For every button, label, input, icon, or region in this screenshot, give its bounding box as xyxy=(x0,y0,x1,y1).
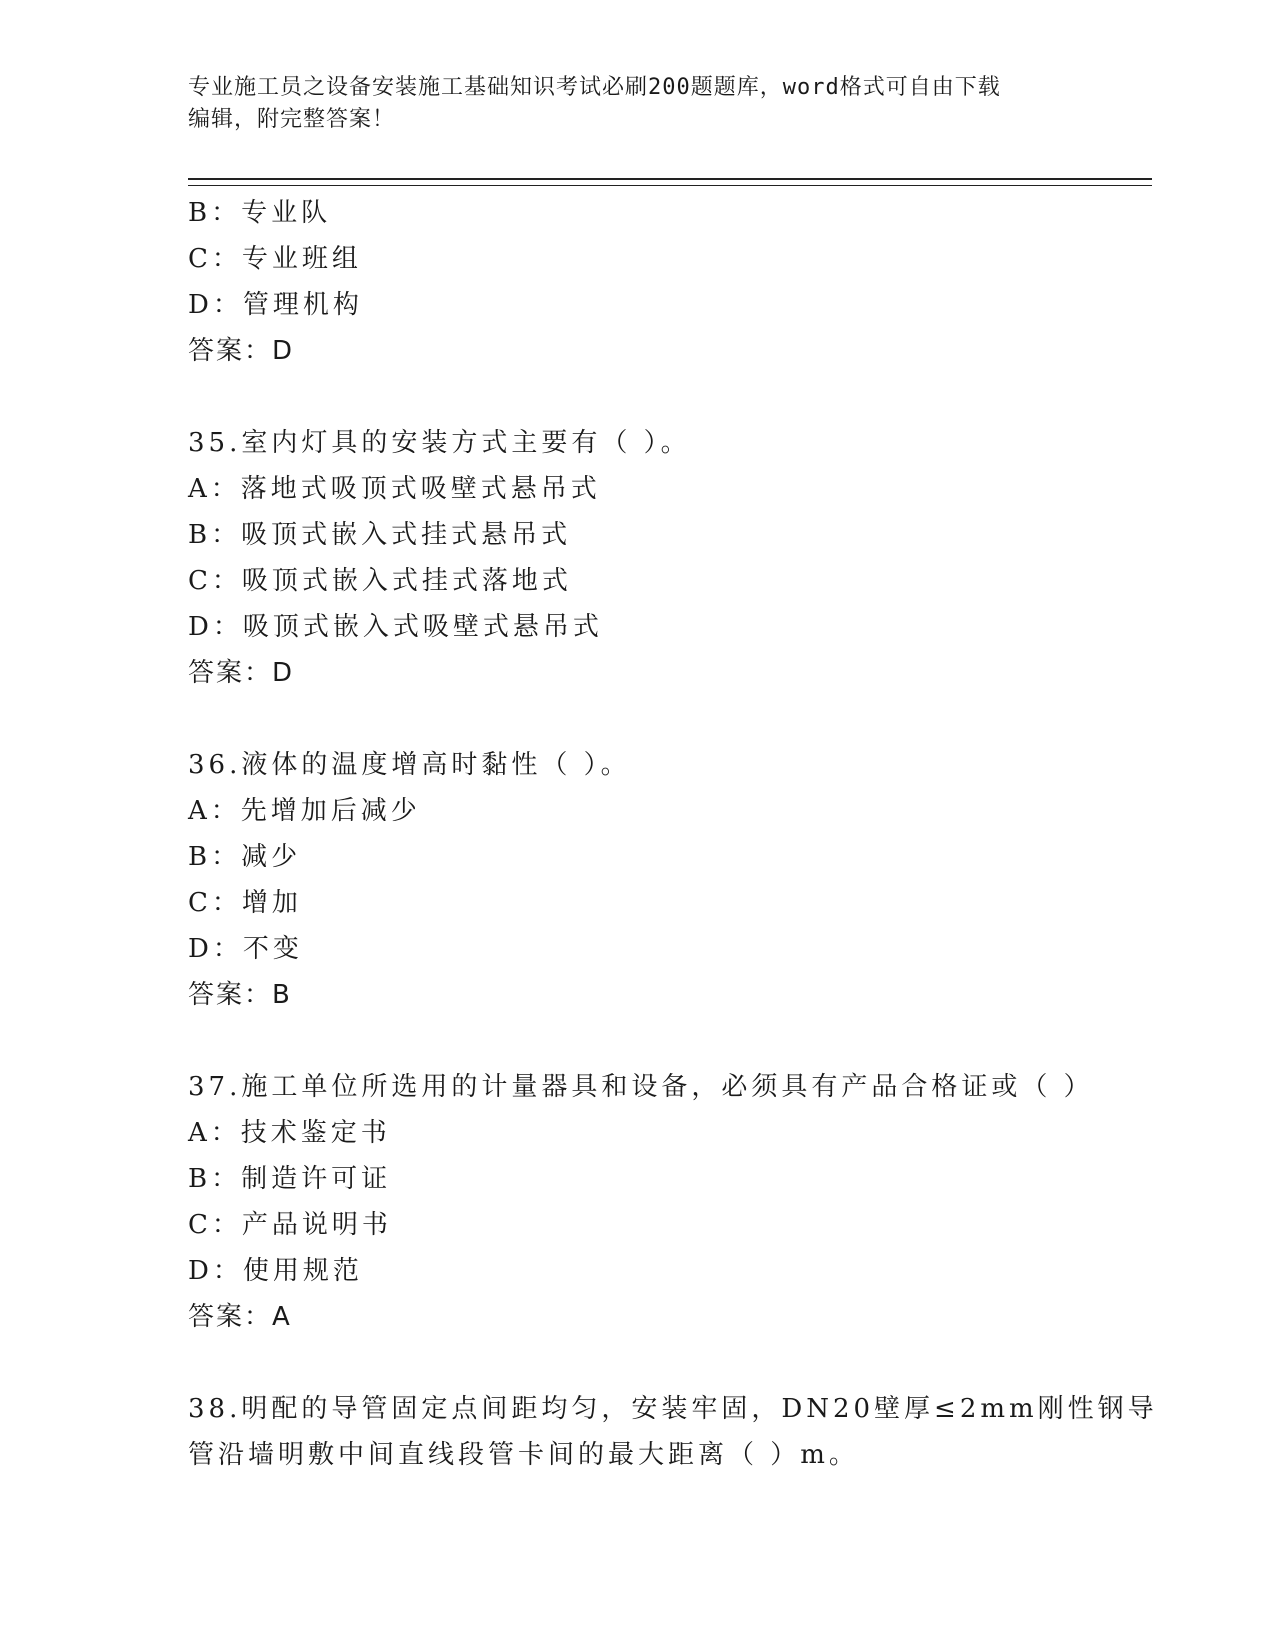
option-c: C：吸顶式嵌入式挂式落地式 xyxy=(188,566,572,596)
option-b: B：制造许可证 xyxy=(188,1164,392,1194)
option-d: D：不变 xyxy=(188,934,303,964)
answer: 答案：B xyxy=(188,980,292,1010)
header-title-line-2: 编辑，附完整答案！ xyxy=(188,107,396,132)
question-37 xyxy=(188,1064,1152,1340)
option-c: C：专业班组 xyxy=(188,244,362,274)
option-a: A：先增加后减少 xyxy=(188,796,421,826)
spacer xyxy=(188,1018,1152,1064)
question-36 xyxy=(188,742,1152,1018)
option-a: A：落地式吸顶式吸壁式悬吊式 xyxy=(188,474,601,504)
option-b: B：吸顶式嵌入式挂式悬吊式 xyxy=(188,520,572,550)
option-d: D：使用规范 xyxy=(188,1256,363,1286)
option-d: D：吸顶式嵌入式吸壁式悬吊式 xyxy=(188,612,603,642)
spacer xyxy=(188,374,1152,420)
answer: 答案：D xyxy=(188,658,295,688)
option-c: C：增加 xyxy=(188,888,302,918)
option-c: C：产品说明书 xyxy=(188,1210,392,1240)
header-divider xyxy=(188,178,1152,186)
answer: 答案：D xyxy=(188,336,295,366)
option-b: B：专业队 xyxy=(188,198,332,228)
header-title-line-1: 专业施工员之设备安装施工基础知识考试必刷200题题库，word格式可自由下载 xyxy=(188,75,1001,100)
option-d: D：管理机构 xyxy=(188,290,363,320)
question-text: 36.液体的温度增高时黏性（ ）。 xyxy=(188,750,631,780)
option-a: A：技术鉴定书 xyxy=(188,1118,391,1148)
spacer xyxy=(188,1340,1152,1386)
answer: 答案：A xyxy=(188,1302,292,1332)
document-header xyxy=(188,72,1068,136)
question-text-line-2: 管沿墙明敷中间直线段管卡间的最大距离（ ）m。 xyxy=(188,1440,859,1470)
question-34-tail xyxy=(188,190,1152,374)
question-38 xyxy=(188,1386,1158,1478)
question-text: 35.室内灯具的安装方式主要有（ ）。 xyxy=(188,428,691,458)
question-text: 37.施工单位所选用的计量器具和设备，必须具有产品合格证或（ ） xyxy=(188,1072,1094,1102)
question-text-line-1: 38.明配的导管固定点间距均匀，安装牢固，DN20壁厚≤2mm刚性钢导 xyxy=(188,1394,1158,1424)
question-35 xyxy=(188,420,1152,696)
option-b: B：减少 xyxy=(188,842,302,872)
spacer xyxy=(188,696,1152,742)
question-list xyxy=(188,190,1158,1478)
